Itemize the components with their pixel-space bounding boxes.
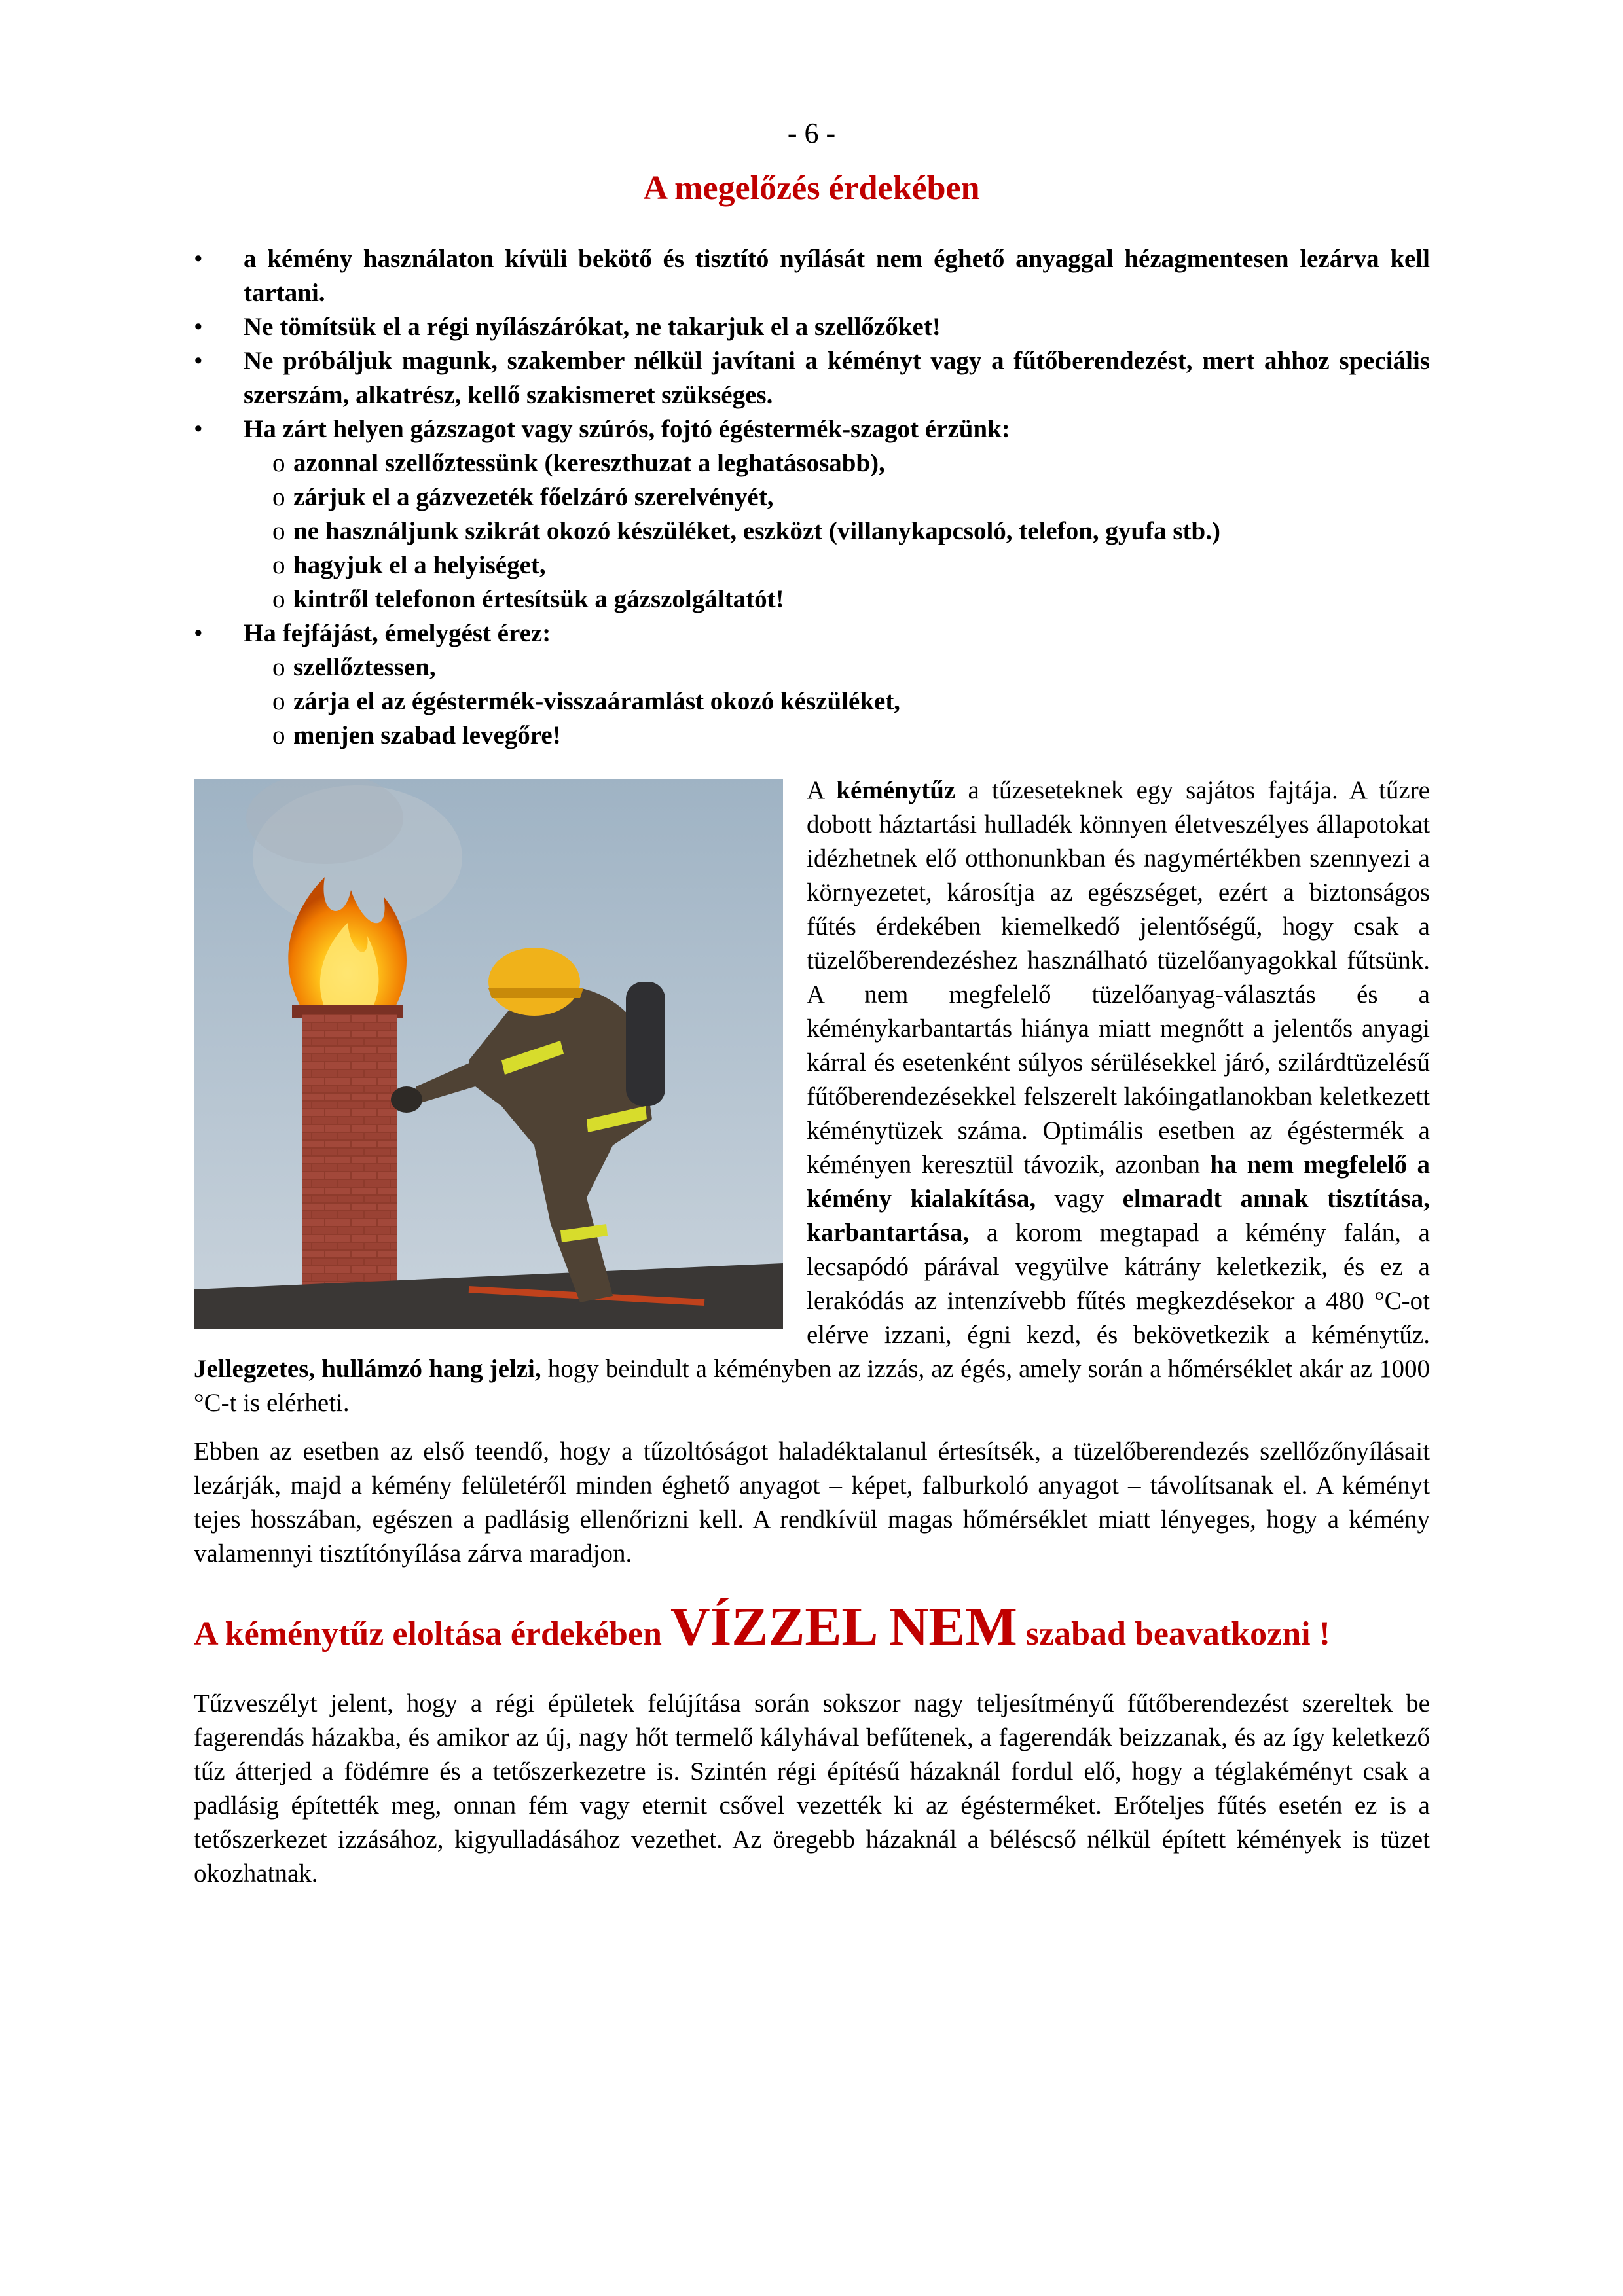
sub-list (244, 651, 1430, 753)
sub-list-item: o zárjuk el a gázvezeték főelzáró szerelvényét, (272, 480, 1430, 514)
sub-list-item: o hagyjuk el a helyiséget, (272, 548, 1430, 583)
sub-list-item: o menjen szabad levegőre! (272, 719, 1430, 753)
sub-list-item: o kintről telefonon értesítsük a gázszolgáltatót! (272, 583, 1430, 617)
water-warning-heading: A kéménytűz eloltása érdekében VÍZZEL NEM szabad beavatkozni ! (194, 1596, 1330, 1657)
page-number: - 6 - (787, 117, 836, 149)
chimney-fire-paragraph: A kéménytűz a tűzeseteknek egy sajátos fajtája. A tűzre dobott háztartási hulladék könnyen életveszélyes állapotokat idézhetnek elő otthonunkban és nagymértékben szennyezi a környezetet, károsítja az egészséget, ezért a biztonságos fűtés érdekében kiemelkedő jelentőségű, hogy csak a tüzelőberendezéshez használható tüzelőanyagokkal fűtsünk. A nem megfelelő tüzelőanyag-választás és a kéménykarbantartás hiánya miatt megnőtt a jelentős anyagi kárral és esetenként súlyos sérülésekkel járó, szilárdtüzelésű fűtőberendezésekkel felszerelt lakóingatlanokban keletkezett kéménytüzek száma. Optimális esetben az égéstermék a kéményen keresztül távozik, azonban ha nem megfelelő a kémény kialakítása, vagy elmaradt annak tisztítása, karbantartása, a korom megtapad a kémény falán, a lecsapódó párával vegyülve kátrány keletkezik, és ez a lerakódás az intenzívebb fűtés megkezdésekor a 480 °C-ot elérve izzani, égni kezd, és bekövetkezik a kéménytűz. Jellegzetes, hullámzó hang jelzi, hogy beindult a kéményben az izzás, az égés, amely során a hőmérséklet akár az 1000 °C-t is elérheti. (194, 776, 1430, 1417)
prevention-list (194, 242, 1430, 753)
renovation-risk-paragraph: Tűzveszélyt jelent, hogy a régi épületek felújítása során sokszor nagy teljesítményű fűtőberendezést szereltek be fagerendás házakba, és amikor az új, nagy hőt termelő kályhával befűtenek, a fagerendák beizzanak, és az így keletkező tűz átterjed a födémre és a tetőszerkezetre is. Szintén régi építésű házaknál fordul elő, hogy a téglakéményt csak a padlásig építették meg, onnan fém vagy eternit csővel vezették ki az égésterméket. Erőteljes fűtés esetén ez is a tetőszerkezet izzásához, kigyulladásához vezethet. Az öregebb házaknál a béléscső nélkül épített kémények is tüzet okozhatnak. (194, 1689, 1430, 1888)
list-item: • a kémény használaton kívüli bekötő és tisztító nyílását nem éghető anyaggal hézagmentesen lezárva kell tartani. (194, 242, 1430, 310)
page-content (194, 242, 1430, 1891)
chimney-fire-photo (194, 779, 783, 1329)
list-item: • Ne tömítsük el a régi nyílászárókat, ne takarjuk el a szellőzőket! (194, 310, 1430, 344)
sub-list-item: o zárja el az égéstermék-visszaáramlást okozó készüléket, (272, 685, 1430, 719)
list-item: • Ha fejfájást, émelygést érez: o szellőztessen, o zárja el az égéstermék-visszaáramlást okozó készüléket, o menjen szabad levegőre! (194, 617, 1430, 753)
page-title: A megelőzés érdekében (643, 170, 980, 207)
list-item: • Ha zárt helyen gázszagot vagy szúrós, fojtó égéstermék-szagot érzünk: o azonnal szellőztessünk (kereszthuzat a leghatásosabb), o zárjuk el a gázvezeték főelzáró szerelvényét, o ne használjunk szikrát okozó készüléket, eszközt (villanykapcsoló, telefon, gyufa stb.) o hagyjuk el a helyiséget, o kintről telefonon értesítsük a gázszolgáltatót! (194, 412, 1430, 617)
list-item: • Ne próbáljuk magunk, szakember nélkül javítani a kéményt vagy a fűtőberendezést, mert ahhoz speciális szerszám, alkatrész, kellő szakismeret szükséges. (194, 344, 1430, 412)
sub-list (244, 446, 1430, 617)
sub-list-item: o szellőztessen, (272, 651, 1430, 685)
first-steps-paragraph: Ebben az esetben az első teendő, hogy a tűzoltóságot haladéktalanul értesítsék, a tüzelőberendezés szellőzőnyílásait lezárják, majd a kémény felületéről minden éghető anyagot – képet, falburkoló anyagot – távolítsanak el. A kéményt tejes hosszában, egészen a padlásig ellenőrizni kell. A rendkívül magas hőmérséklet miatt lényeges, hogy a kémény valamennyi tisztítónyílása zárva maradjon. (194, 1437, 1430, 1568)
sub-list-item: o ne használjunk szikrát okozó készüléket, eszközt (villanykapcsoló, telefon, gyufa stb.) (272, 514, 1430, 548)
sub-list-item: o azonnal szellőztessünk (kereszthuzat a leghatásosabb), (272, 446, 1430, 480)
